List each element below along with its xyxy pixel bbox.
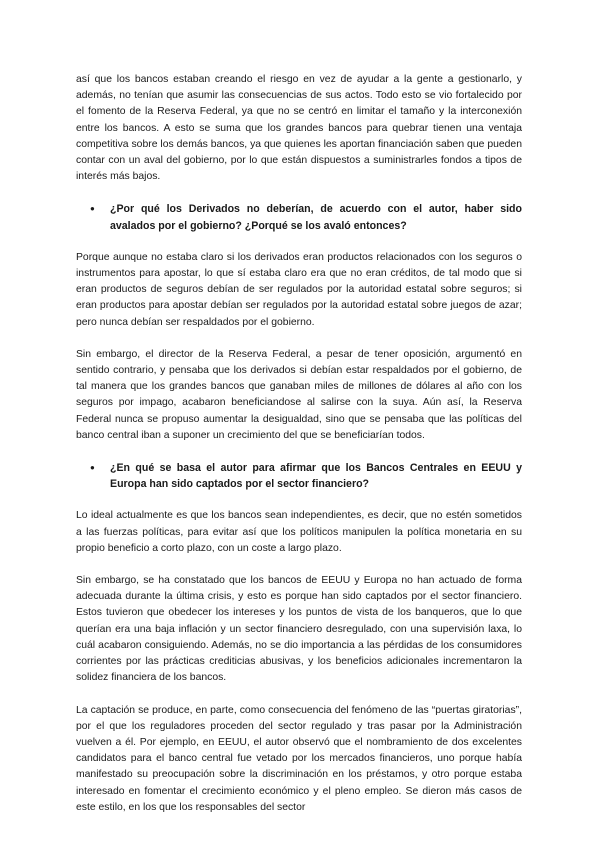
- paragraph-2: Porque aunque no estaba claro si los derivados eran productos relacionados con los seguros o instrumentos para apostar, lo que sí estaba claro era que no eran créditos, de tal modo que si eran productos de seguros debían de ser regulados por la autoridad estatal sobre seguros; si eran productos para apostar debían ser regulados por la autoridad estatal sobre juegos de azar; pero nunca debían ser respaldados por el gobierno.: [76, 251, 522, 328]
- paragraph-6: La captación se produce, en parte, como consecuencia del fenómeno de las “puertas giratorias”, por el que los reguladores proceden del sector regulado y tras pasar por la Administración vuelven a él. Por ejemplo, en EEUU, el autor observó que el nombramiento de dos excelentes candidatos para el banco central fue vetado por los mercados financieros, uno porque había manifestado su preocupación sobre la discriminación en los préstamos, y otro porque estaba interesado en fomentar el crecimiento económico y el pleno empleo. Se dieron más casos de este estilo, en los que los responsables del sector: [76, 704, 522, 813]
- bullet-icon: ●: [90, 204, 95, 214]
- question-1-text: ¿Por qué los Derivados no deberían, de acuerdo con el autor, haber sido avalados por el gobierno? ¿Porqué se los avaló entonces?: [110, 203, 522, 232]
- paragraph-1: así que los bancos estaban creando el riesgo en vez de ayudar a la gente a gestionarlo, y además, no tenían que asumir las consecuencias de sus actos. Todo esto se vio fortalecido por el fomento de la Reserva Federal, ya que no se centró en limitar el tamaño y la interconexión entre los bancos. A esto se suma que los grandes bancos para quebrar tienen una ventaja competitiva sobre los demás bancos, ya que quienes les aportan financiación saben que pueden contar con un aval del gobierno, por lo que están dispuestos a suministrarles fondos a tipos de interés más bajos.: [76, 74, 522, 183]
- paragraph-5: Sin embargo, se ha constatado que los bancos de EEUU y Europa no han actuado de forma adecuada durante la última crisis, y esto es porque han sido captados por el sector financiero. Estos tuvieron que obedecer los intereses y los puntos de vista de los banqueros, que lo que querían era una baja inflación y un sector financiero desregulado, con una supervisión laxa, lo cuál acabaron consiguiendo. Además, no se dio importancia a las pérdidas de los consumidores corrientes por las prácticas crediticias abusivas, y los beneficios adicionales incrementaron la solidez financiera de los bancos.: [76, 575, 522, 684]
- paragraph-3: Sin embargo, el director de la Reserva Federal, a pesar de tener oposición, argumentó en sentido contrario, y pensaba que los derivados si debían estar respaldados por el gobierno, de tal manera que los grandes bancos que ganaban miles de millones de dólares al año con los seguros por impago, acabaron beneficiandose al salirse con la suya. Aún así, la Reserva Federal nunca se propuso aumentar la desigualdad, sino que se pensaba que las políticas del banco central iban a suponer un crecimiento del que se beneficiarían todos.: [76, 348, 522, 441]
- question-2-text: ¿En qué se basa el autor para afirmar que los Bancos Centrales en EEUU y Europa han sido captados por el sector financiero?: [110, 462, 522, 491]
- question-2: [90, 460, 522, 492]
- paragraph-4: Lo ideal actualmente es que los bancos sean independientes, es decir, que no estén sometidos a las fuerzas políticas, para evitar así que los políticos manipulen la política monetaria en su propio beneficio a corto plazo, con un coste a largo plazo.: [76, 510, 522, 554]
- bullet-icon: ●: [90, 463, 95, 473]
- question-1: [90, 201, 522, 233]
